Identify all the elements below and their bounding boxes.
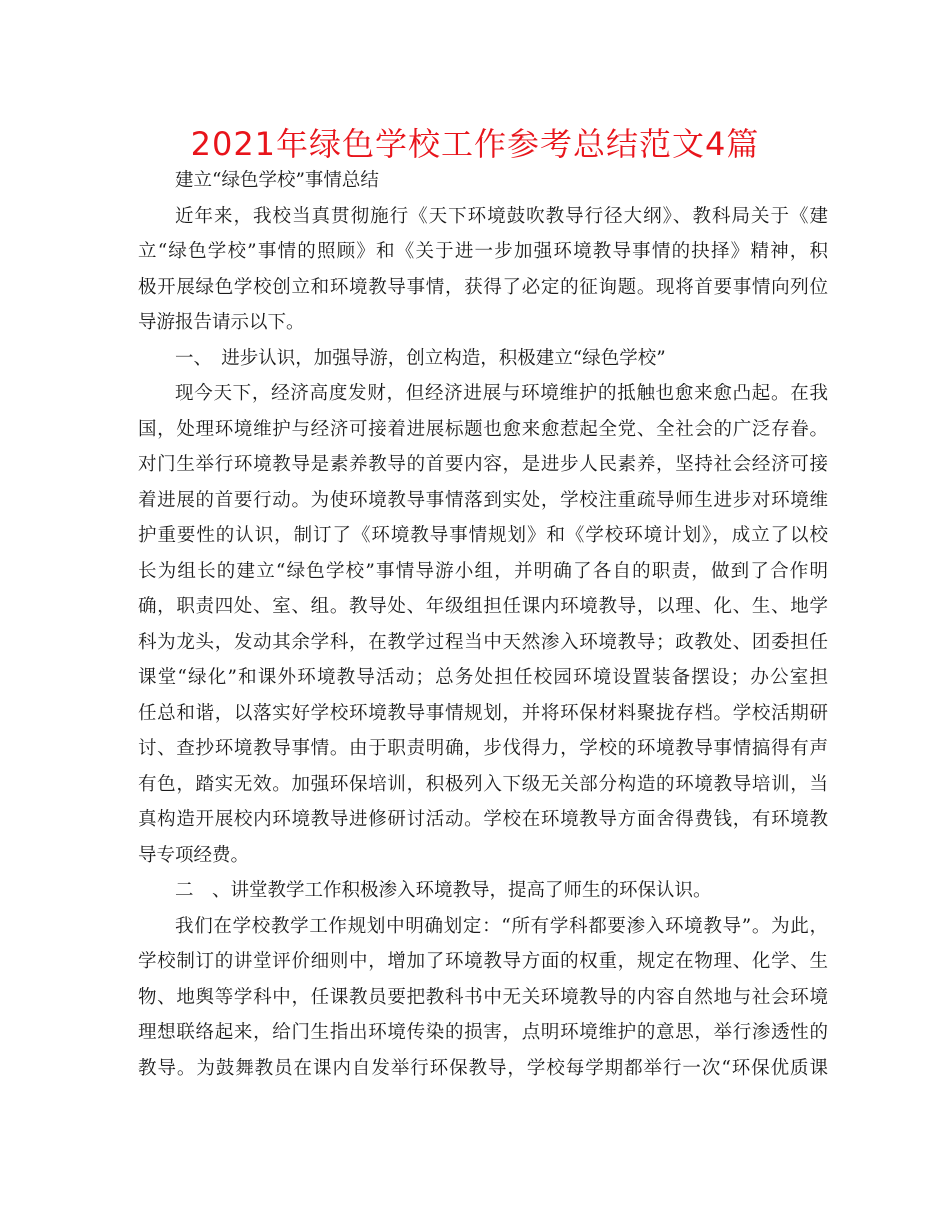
text-line: 课堂“绿化”和课外环境教导活动；总务处担任校园环境设置装备摆设；办公室担 <box>138 667 828 688</box>
text-line: 科为龙头，发动其余学科，在教学过程当中天然渗入环境教导；政教处、团委担任 <box>138 631 828 653</box>
text-line: 确，职责四处、室、组。教导处、年级组担任课内环境教导，以理、化、生、地学 <box>138 596 828 617</box>
text-line: 对门生举行环境教导是素养教导的首要内容，是进步人民素养，坚持社会经济可接 <box>138 454 828 475</box>
text-line: 二 、讲堂教学工作积极渗入环境教导，提高了师生的环保认识。 <box>175 880 712 901</box>
text-line: 物、地舆等学科中，任课教员要把教科书中无关环境教导的内容自然地与社会环境 <box>138 986 828 1008</box>
document-body <box>138 170 828 1093</box>
text-line: 我们在学校教学工作规划中明确划定：“所有学科都要渗入环境教导”。为此， <box>175 915 828 937</box>
text-line: 护重要性的认识，制订了《环境教导事情规划》和《学校环境计划》，成立了以校 <box>138 525 828 546</box>
text-line: 导专项经费。 <box>138 844 250 866</box>
document-title: 2021年绿色学校工作参考总结范文4篇 <box>190 125 760 163</box>
text-line: 学校制订的讲堂评价细则中，增加了环境教导方面的权重，规定在物理、化学、生 <box>138 951 828 972</box>
text-line: 长为组长的建立“绿色学校”事情导游小组，并明确了各自的职责，做到了合作明 <box>138 560 828 582</box>
text-line: 近年来，我校当真贯彻施行《天下环境鼓吹教导行径大纲》、教科局关于《建 <box>175 205 828 227</box>
text-line: 着进展的首要行动。为使环境教导事情落到实处，学校注重疏导师生进步对环境维 <box>138 489 828 511</box>
text-line: 立“绿色学校”事情的照顾》和《关于进一步加强环境教导事情的抉择》精神，积 <box>138 241 828 262</box>
text-line: 导游报告请示以下。 <box>138 312 305 333</box>
text-line: 任总和谐，以落实好学校环境教导事情规划，并将环保材料聚拢存档。学校活期研 <box>138 702 828 724</box>
text-line: 讨、查抄环境教导事情。由于职责明确，步伐得力，学校的环境教导事情搞得有声 <box>138 738 828 759</box>
text-line: 教导。为鼓舞教员在课内自发举行环保教导，学校每学期都举行一次“环保优质课 <box>138 1057 828 1079</box>
text-line: 极开展绿色学校创立和环境教导事情，获得了必定的征询题。现将首要事情向列位 <box>138 276 828 298</box>
text-line: 有色，踏实无效。加强环保培训，积极列入下级无关部分构造的环境教导培训，当 <box>138 773 828 795</box>
text-line: 理想联络起来，给门生指出环境传染的损害，点明环境维护的意思，举行渗透性的 <box>138 1022 828 1043</box>
text-line: 真构造开展校内环境教导进修研讨活动。学校在环境教导方面舍得费钱，有环境教 <box>138 809 828 830</box>
text-line: 建立“绿色学校”事情总结 <box>175 170 379 191</box>
text-line: 国，处理环境维护与经济可接着进展标题也愈来愈惹起全党、全社会的广泛存眷。 <box>138 418 828 440</box>
text-line: 一、 进步认识，加强导游，创立构造，积极建立“绿色学校” <box>175 347 666 369</box>
text-line: 现今天下，经济高度发财，但经济进展与环境维护的抵触也愈来愈凸起。在我 <box>175 383 828 404</box>
